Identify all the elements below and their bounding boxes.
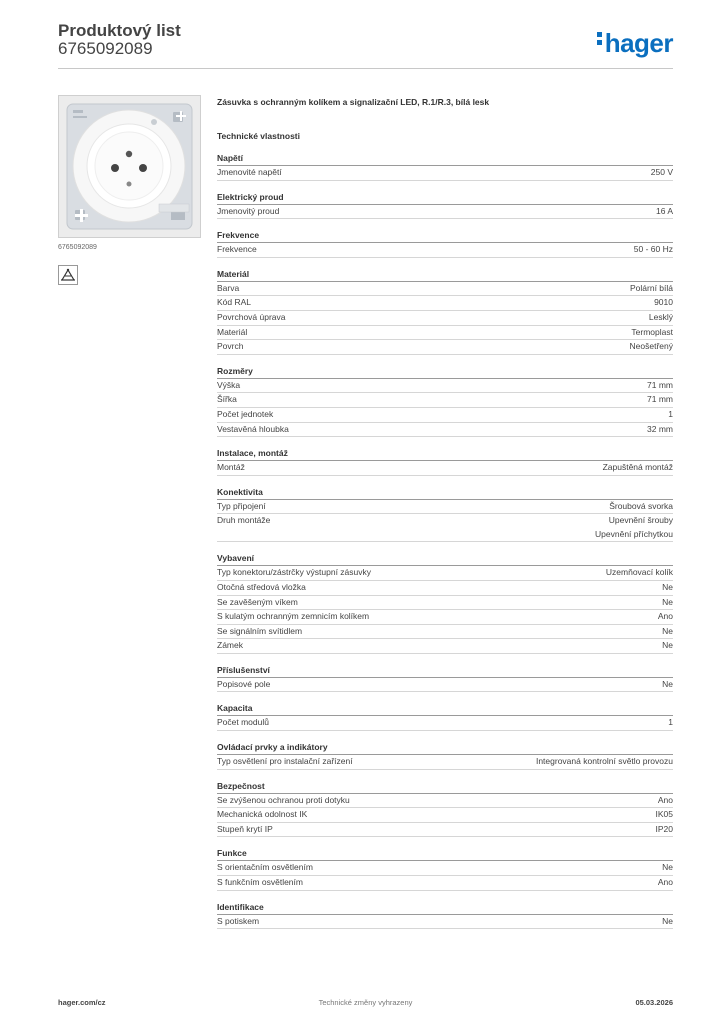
spec-group-title: Identifikace bbox=[217, 901, 673, 915]
spec-group-title: Rozměry bbox=[217, 365, 673, 379]
spec-value bbox=[647, 393, 673, 407]
spec-group-title: Materiál bbox=[217, 268, 673, 282]
spec-label: Typ osvětlení pro instalační zařízení bbox=[217, 756, 353, 767]
spec-row bbox=[217, 379, 673, 394]
spec-value bbox=[658, 794, 673, 808]
spec-value-line: Integrovaná kontrolní světlo provozu bbox=[535, 756, 673, 767]
spec-value bbox=[647, 423, 673, 437]
spec-group bbox=[217, 702, 673, 731]
spec-value bbox=[662, 915, 673, 929]
spec-group bbox=[217, 229, 673, 258]
spec-value-line: Zapuštěná montáž bbox=[602, 462, 673, 473]
spec-row bbox=[217, 876, 673, 891]
spec-value-line: Upevnění šrouby bbox=[608, 515, 673, 526]
spec-group-title: Ovládací prvky a indikátory bbox=[217, 741, 673, 755]
hager-logo bbox=[597, 28, 673, 59]
spec-group-title: Kapacita bbox=[217, 702, 673, 716]
page-header bbox=[58, 22, 673, 70]
spec-group bbox=[217, 152, 673, 181]
spec-row bbox=[217, 808, 673, 823]
spec-label: Jmenovité napětí bbox=[217, 167, 282, 177]
spec-label: S funkčním osvětlením bbox=[217, 877, 303, 888]
spec-value-line: Uzemňovací kolík bbox=[605, 567, 673, 578]
spec-row bbox=[217, 500, 673, 515]
spec-content bbox=[217, 96, 673, 939]
spec-value bbox=[662, 625, 673, 639]
spec-label: Barva bbox=[217, 282, 240, 293]
spec-value-line: Ne bbox=[662, 678, 673, 689]
spec-value bbox=[656, 808, 674, 822]
document-number: 6765092089 bbox=[58, 39, 153, 58]
spec-label: Vestavěná hloubka bbox=[217, 423, 289, 434]
spec-group-title: Instalace, montáž bbox=[217, 447, 673, 461]
spec-value-line: 1 bbox=[668, 717, 673, 728]
spec-value bbox=[630, 340, 673, 354]
spec-value-line: Ne bbox=[662, 625, 673, 636]
spec-value-line: Ne bbox=[662, 862, 673, 873]
spec-row bbox=[217, 794, 673, 809]
spec-group bbox=[217, 847, 673, 890]
socket-outlet-icon bbox=[59, 96, 200, 237]
footer-date: 05.03.2026 bbox=[635, 998, 673, 1007]
spec-value bbox=[649, 311, 673, 325]
spec-value bbox=[647, 379, 673, 393]
spec-row bbox=[217, 243, 673, 258]
spec-value-line: Ne bbox=[662, 640, 673, 651]
spec-value-line: 16 A bbox=[655, 205, 673, 216]
spec-label: Zámek bbox=[217, 640, 243, 651]
spec-value-line: Ano bbox=[657, 877, 673, 888]
spec-value-line: Polární bílá bbox=[630, 282, 673, 293]
spec-label: Povrchová úprava bbox=[217, 311, 286, 322]
spec-label: S kulatým ochranným zemnicím kolíkem bbox=[217, 611, 370, 622]
spec-value bbox=[662, 861, 673, 875]
spec-group bbox=[217, 191, 673, 220]
spec-label: Frekvence bbox=[217, 244, 257, 255]
spec-value bbox=[630, 282, 673, 296]
spec-label: S potiskem bbox=[217, 915, 260, 926]
spec-row bbox=[217, 625, 673, 640]
spec-value bbox=[668, 716, 673, 730]
spec-group-title: Konektivita bbox=[217, 486, 673, 500]
spec-row bbox=[217, 915, 673, 930]
spec-value bbox=[595, 514, 673, 541]
technical-properties-heading: Technické vlastnosti bbox=[217, 131, 300, 141]
spec-group bbox=[217, 780, 673, 838]
spec-row bbox=[217, 566, 673, 581]
spec-row bbox=[217, 282, 673, 297]
spec-value-line: IK05 bbox=[655, 809, 673, 820]
spec-row bbox=[217, 461, 673, 476]
spec-value-line: Lesklý bbox=[648, 311, 673, 322]
spec-value-line: Ano bbox=[657, 611, 673, 622]
flush-mount-icon bbox=[58, 265, 78, 285]
spec-value bbox=[603, 461, 673, 475]
spec-label: Druh montáže bbox=[217, 515, 271, 526]
spec-group-title: Bezpečnost bbox=[217, 780, 673, 794]
product-description: Zásuvka s ochranným kolíkem a signalizační LED, R.1/R.3, bílá lesk bbox=[217, 97, 490, 107]
spec-value bbox=[609, 500, 673, 514]
spec-label: Se signálním svítidlem bbox=[217, 625, 303, 636]
spec-value-line: Šroubová svorka bbox=[609, 500, 673, 511]
spec-group-title: Elektrický proud bbox=[217, 191, 673, 205]
page-footer bbox=[58, 998, 673, 1010]
spec-value bbox=[658, 876, 673, 890]
spec-value-line: 32 mm bbox=[647, 423, 673, 434]
spec-value-line: Upevnění příchytkou bbox=[595, 528, 673, 539]
spec-label: Výška bbox=[217, 379, 241, 390]
spec-label: Povrch bbox=[217, 341, 244, 352]
spec-label: Kód RAL bbox=[217, 297, 252, 308]
spec-value bbox=[658, 610, 673, 624]
spec-group-title: Vybavení bbox=[217, 552, 673, 566]
spec-label: Počet jednotek bbox=[217, 408, 274, 419]
spec-value-line: Neošetřený bbox=[629, 341, 673, 352]
spec-group bbox=[217, 901, 673, 930]
spec-label: Počet modulů bbox=[217, 717, 269, 728]
spec-value bbox=[631, 326, 673, 340]
spec-group-title: Napětí bbox=[217, 152, 673, 166]
spec-row bbox=[217, 639, 673, 654]
spec-value bbox=[606, 566, 673, 580]
spec-row bbox=[217, 610, 673, 625]
spec-row bbox=[217, 326, 673, 341]
spec-label: Šířka bbox=[217, 394, 237, 405]
spec-label: Otočná středová vložka bbox=[217, 581, 306, 592]
spec-label: Typ konektoru/zástrčky výstupní zásuvky bbox=[217, 567, 372, 578]
spec-row bbox=[217, 678, 673, 693]
product-number: 6765092089 bbox=[58, 244, 97, 251]
spec-group bbox=[217, 552, 673, 654]
spec-label: Stupeň krytí IP bbox=[217, 823, 273, 834]
logo-dots-icon bbox=[597, 32, 603, 48]
spec-label: S orientačním osvětlením bbox=[217, 862, 313, 873]
spec-row bbox=[217, 755, 673, 770]
spec-row bbox=[217, 514, 673, 542]
spec-value bbox=[634, 243, 673, 257]
spec-value-line: 250 V bbox=[650, 167, 673, 177]
spec-group bbox=[217, 486, 673, 543]
spec-row bbox=[217, 861, 673, 876]
spec-row bbox=[217, 166, 673, 181]
spec-value bbox=[656, 823, 674, 837]
spec-row bbox=[217, 581, 673, 596]
socket-outlet-image bbox=[58, 95, 201, 238]
spec-value-line: Ano bbox=[657, 794, 673, 805]
spec-group-title: Příslušenství bbox=[217, 664, 673, 678]
spec-label: Popisové pole bbox=[217, 678, 271, 689]
header-divider bbox=[58, 68, 673, 69]
spec-label: Se zavěšeným víkem bbox=[217, 596, 298, 607]
spec-value-line: 71 mm bbox=[647, 379, 673, 390]
spec-row bbox=[217, 596, 673, 611]
spec-value bbox=[651, 166, 673, 180]
spec-value bbox=[536, 755, 673, 769]
spec-group bbox=[217, 447, 673, 476]
spec-value bbox=[662, 596, 673, 610]
spec-row bbox=[217, 423, 673, 438]
spec-value-line: Ne bbox=[662, 581, 673, 592]
spec-value bbox=[654, 296, 673, 310]
spec-group bbox=[217, 741, 673, 770]
spec-group bbox=[217, 268, 673, 355]
spec-row bbox=[217, 340, 673, 355]
spec-value-line: Termoplast bbox=[631, 326, 673, 337]
spec-value-line: Ne bbox=[662, 596, 673, 607]
footer-note: Technické změny vyhrazeny bbox=[318, 998, 413, 1007]
spec-value bbox=[662, 678, 673, 692]
spec-value-line: Ne bbox=[662, 915, 673, 926]
spec-value-line: IP20 bbox=[655, 823, 673, 834]
spec-label: Materiál bbox=[217, 326, 248, 337]
spec-group bbox=[217, 365, 673, 437]
spec-group bbox=[217, 664, 673, 693]
spec-row bbox=[217, 205, 673, 220]
spec-row bbox=[217, 408, 673, 423]
spec-row bbox=[217, 296, 673, 311]
document-title: Produktový list bbox=[58, 21, 181, 40]
spec-row bbox=[217, 716, 673, 731]
spec-value-line: 71 mm bbox=[647, 394, 673, 405]
spec-label: Typ připojení bbox=[217, 500, 266, 511]
spec-value bbox=[668, 408, 673, 422]
logo-text: hager bbox=[604, 28, 673, 58]
footer-website: hager.com/cz bbox=[58, 998, 106, 1007]
spec-groups bbox=[217, 152, 673, 929]
spec-label: Se zvýšenou ochranou proti dotyku bbox=[217, 794, 350, 805]
spec-label: Jmenovitý proud bbox=[217, 205, 280, 216]
spec-row bbox=[217, 311, 673, 326]
spec-value-line: 9010 bbox=[654, 297, 673, 308]
spec-value bbox=[656, 205, 673, 219]
spec-value-line: 1 bbox=[668, 408, 673, 419]
spec-value bbox=[662, 639, 673, 653]
spec-row bbox=[217, 823, 673, 838]
spec-group-title: Funkce bbox=[217, 847, 673, 861]
spec-row bbox=[217, 393, 673, 408]
spec-label: Mechanická odolnost IK bbox=[217, 809, 308, 820]
spec-value bbox=[662, 581, 673, 595]
spec-group-title: Frekvence bbox=[217, 229, 673, 243]
spec-value-line: 50 - 60 Hz bbox=[633, 244, 673, 255]
spec-label: Montáž bbox=[217, 462, 245, 473]
